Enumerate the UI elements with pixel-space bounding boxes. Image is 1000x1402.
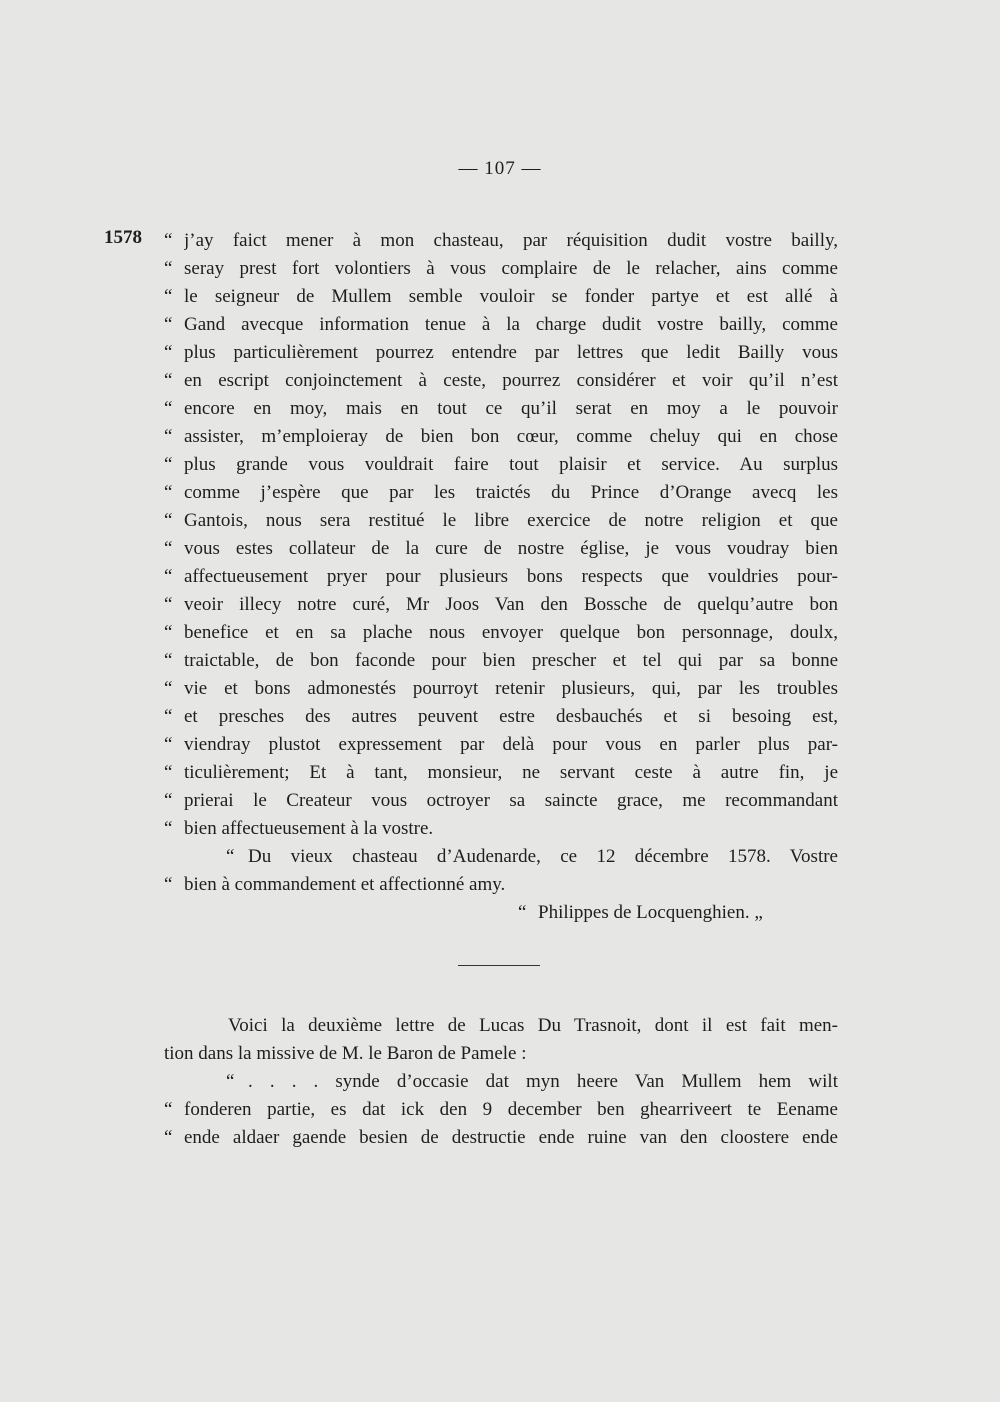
quote-mark: “ [164,342,173,363]
page-number: — 107 — [458,158,542,179]
intro-line-1 [164,1012,838,1040]
quote-mark: “ [164,706,173,727]
line-text: le seigneur de Mullem semble vouloir se fonder partye et est allé à [184,286,838,307]
quote-mark: “ [164,510,173,531]
text-line [164,731,838,759]
text-line [164,395,838,423]
quote-mark: “ [164,594,173,615]
quote-mark: “ [164,762,173,783]
letter-body [164,227,838,843]
flemish-quotation [164,1068,838,1152]
line-text: veoir illecy notre curé, Mr Joos Van den Bossche de quelqu’autre bon [184,594,838,615]
line-text: traictable, de bon faconde pour bien prescher et tel qui par sa bonne [184,650,838,671]
text-line [164,283,838,311]
text-line [164,507,838,535]
quote-mark: “ [164,622,173,643]
closing-place-text: Du vieux chasteau d’Audenarde, ce 12 décembre 1578. Vostre [248,846,838,867]
quote-mark: “ [164,258,173,279]
line-text: j’ay faict mener à mon chasteau, par réquisition dudit vostre bailly, [184,230,838,251]
line-text: prierai le Createur vous octroyer sa saincte grace, me recommandant [184,790,838,811]
section-separator [458,965,540,966]
text-line [164,1068,838,1096]
line-text: Gand avecque information tenue à la charge dudit vostre bailly, comme [184,314,838,335]
text-line [164,647,838,675]
signature-line [164,899,838,927]
text-line [164,619,838,647]
quote-mark: “ [164,678,173,699]
text-line [164,787,838,815]
line-text: ticulièrement; Et à tant, monsieur, ne servant ceste à autre fin, je [184,762,838,783]
line-text: vie et bons admonestés pourroyt retenir plusieurs, qui, par les troubles [184,678,838,699]
text-line [164,311,838,339]
intro-paragraph [164,1012,838,1068]
line-text: seray prest fort volontiers à vous complaire de le relacher, ains comme [184,258,838,279]
text-line [164,759,838,787]
quote-mark: “ [164,538,173,559]
text-line [164,563,838,591]
line-text: fonderen partie, es dat ick den 9 december ben ghearriveert te Eename [184,1099,838,1120]
intro-line-2-text: tion dans la missive de M. le Baron de Pamele : [164,1043,527,1064]
line-text: comme j’espère que par les traictés du Prince d’Orange avecq les [184,482,838,503]
quote-mark: “ [164,874,173,895]
intro-line-2 [164,1040,838,1068]
line-text: bien affectueusement à la vostre. [184,818,434,839]
quote-mark: “ [164,818,173,839]
line-text: assister, m’emploieray de bien bon cœur, comme cheluy qui en chose [184,426,838,447]
text-line [164,591,838,619]
quote-mark: “ [164,314,173,335]
letter-closing [164,843,838,927]
line-text: plus grande vous vouldrait faire tout plaisir et service. Au surplus [184,454,838,475]
quote-mark: “ [164,790,173,811]
text-line [164,227,838,255]
text-line [164,255,838,283]
line-text: et presches des autres peuvent estre desbauchés et si besoing est, [184,706,838,727]
line-text: plus particulièrement pourrez entendre par lettres que ledit Bailly vous [184,342,838,363]
text-line [164,1096,838,1124]
line-text: affectueusement pryer pour plusieurs bons respects que vouldries pour- [184,566,838,587]
text-line [164,423,838,451]
quote-mark: “ [226,1071,235,1092]
quote-mark: “ [164,650,173,671]
quote-mark: “ [164,286,173,307]
text-line [164,1124,838,1152]
intro-line-1-text: Voici la deuxième lettre de Lucas Du Trasnoit, dont il est fait men- [228,1015,838,1036]
line-text: benefice et en sa plache nous envoyer quelque bon personnage, doulx, [184,622,838,643]
quote-mark: “ [164,398,173,419]
closing-line-2-text: bien à commandement et affectionné amy. [184,874,506,895]
text-line [164,815,838,843]
quote-mark: “ [164,1099,173,1120]
line-text: encore en moy, mais en tout ce qu’il serat en moy a le pouvoir [184,398,838,419]
text-line [164,479,838,507]
quote-mark: “ [518,902,527,923]
text-line [164,535,838,563]
line-text: ende aldaer gaende besien de destructie ende ruine van den cloostere ende [184,1127,838,1148]
closing-place-line [164,843,838,871]
text-line [164,339,838,367]
line-text: viendray plustot expressement par delà pour vous en parler plus par- [184,734,838,755]
margin-year: 1578 [104,227,142,248]
quote-mark: “ [164,230,173,251]
quote-mark: “ [164,370,173,391]
quote-mark: “ [164,454,173,475]
closing-line-2 [164,871,838,899]
quote-mark: “ [164,734,173,755]
quote-mark: “ [226,846,235,867]
text-line [164,367,838,395]
line-text: . . . . synde d’occasie dat myn heere Van Mullem hem wilt [248,1071,838,1092]
line-text: vous estes collateur de la cure de nostre église, je vous voudray bien [184,538,838,559]
text-line [164,703,838,731]
signature-text: Philippes de Locquenghien. „ [538,902,763,923]
line-text: Gantois, nous sera restitué le libre exercice de notre religion et que [184,510,838,531]
quote-mark: “ [164,482,173,503]
line-text: en escript conjoinctement à ceste, pourrez considérer et voir qu’il n’est [184,370,838,391]
quote-mark: “ [164,1127,173,1148]
text-line [164,675,838,703]
text-line [164,451,838,479]
quote-mark: “ [164,426,173,447]
quote-mark: “ [164,566,173,587]
